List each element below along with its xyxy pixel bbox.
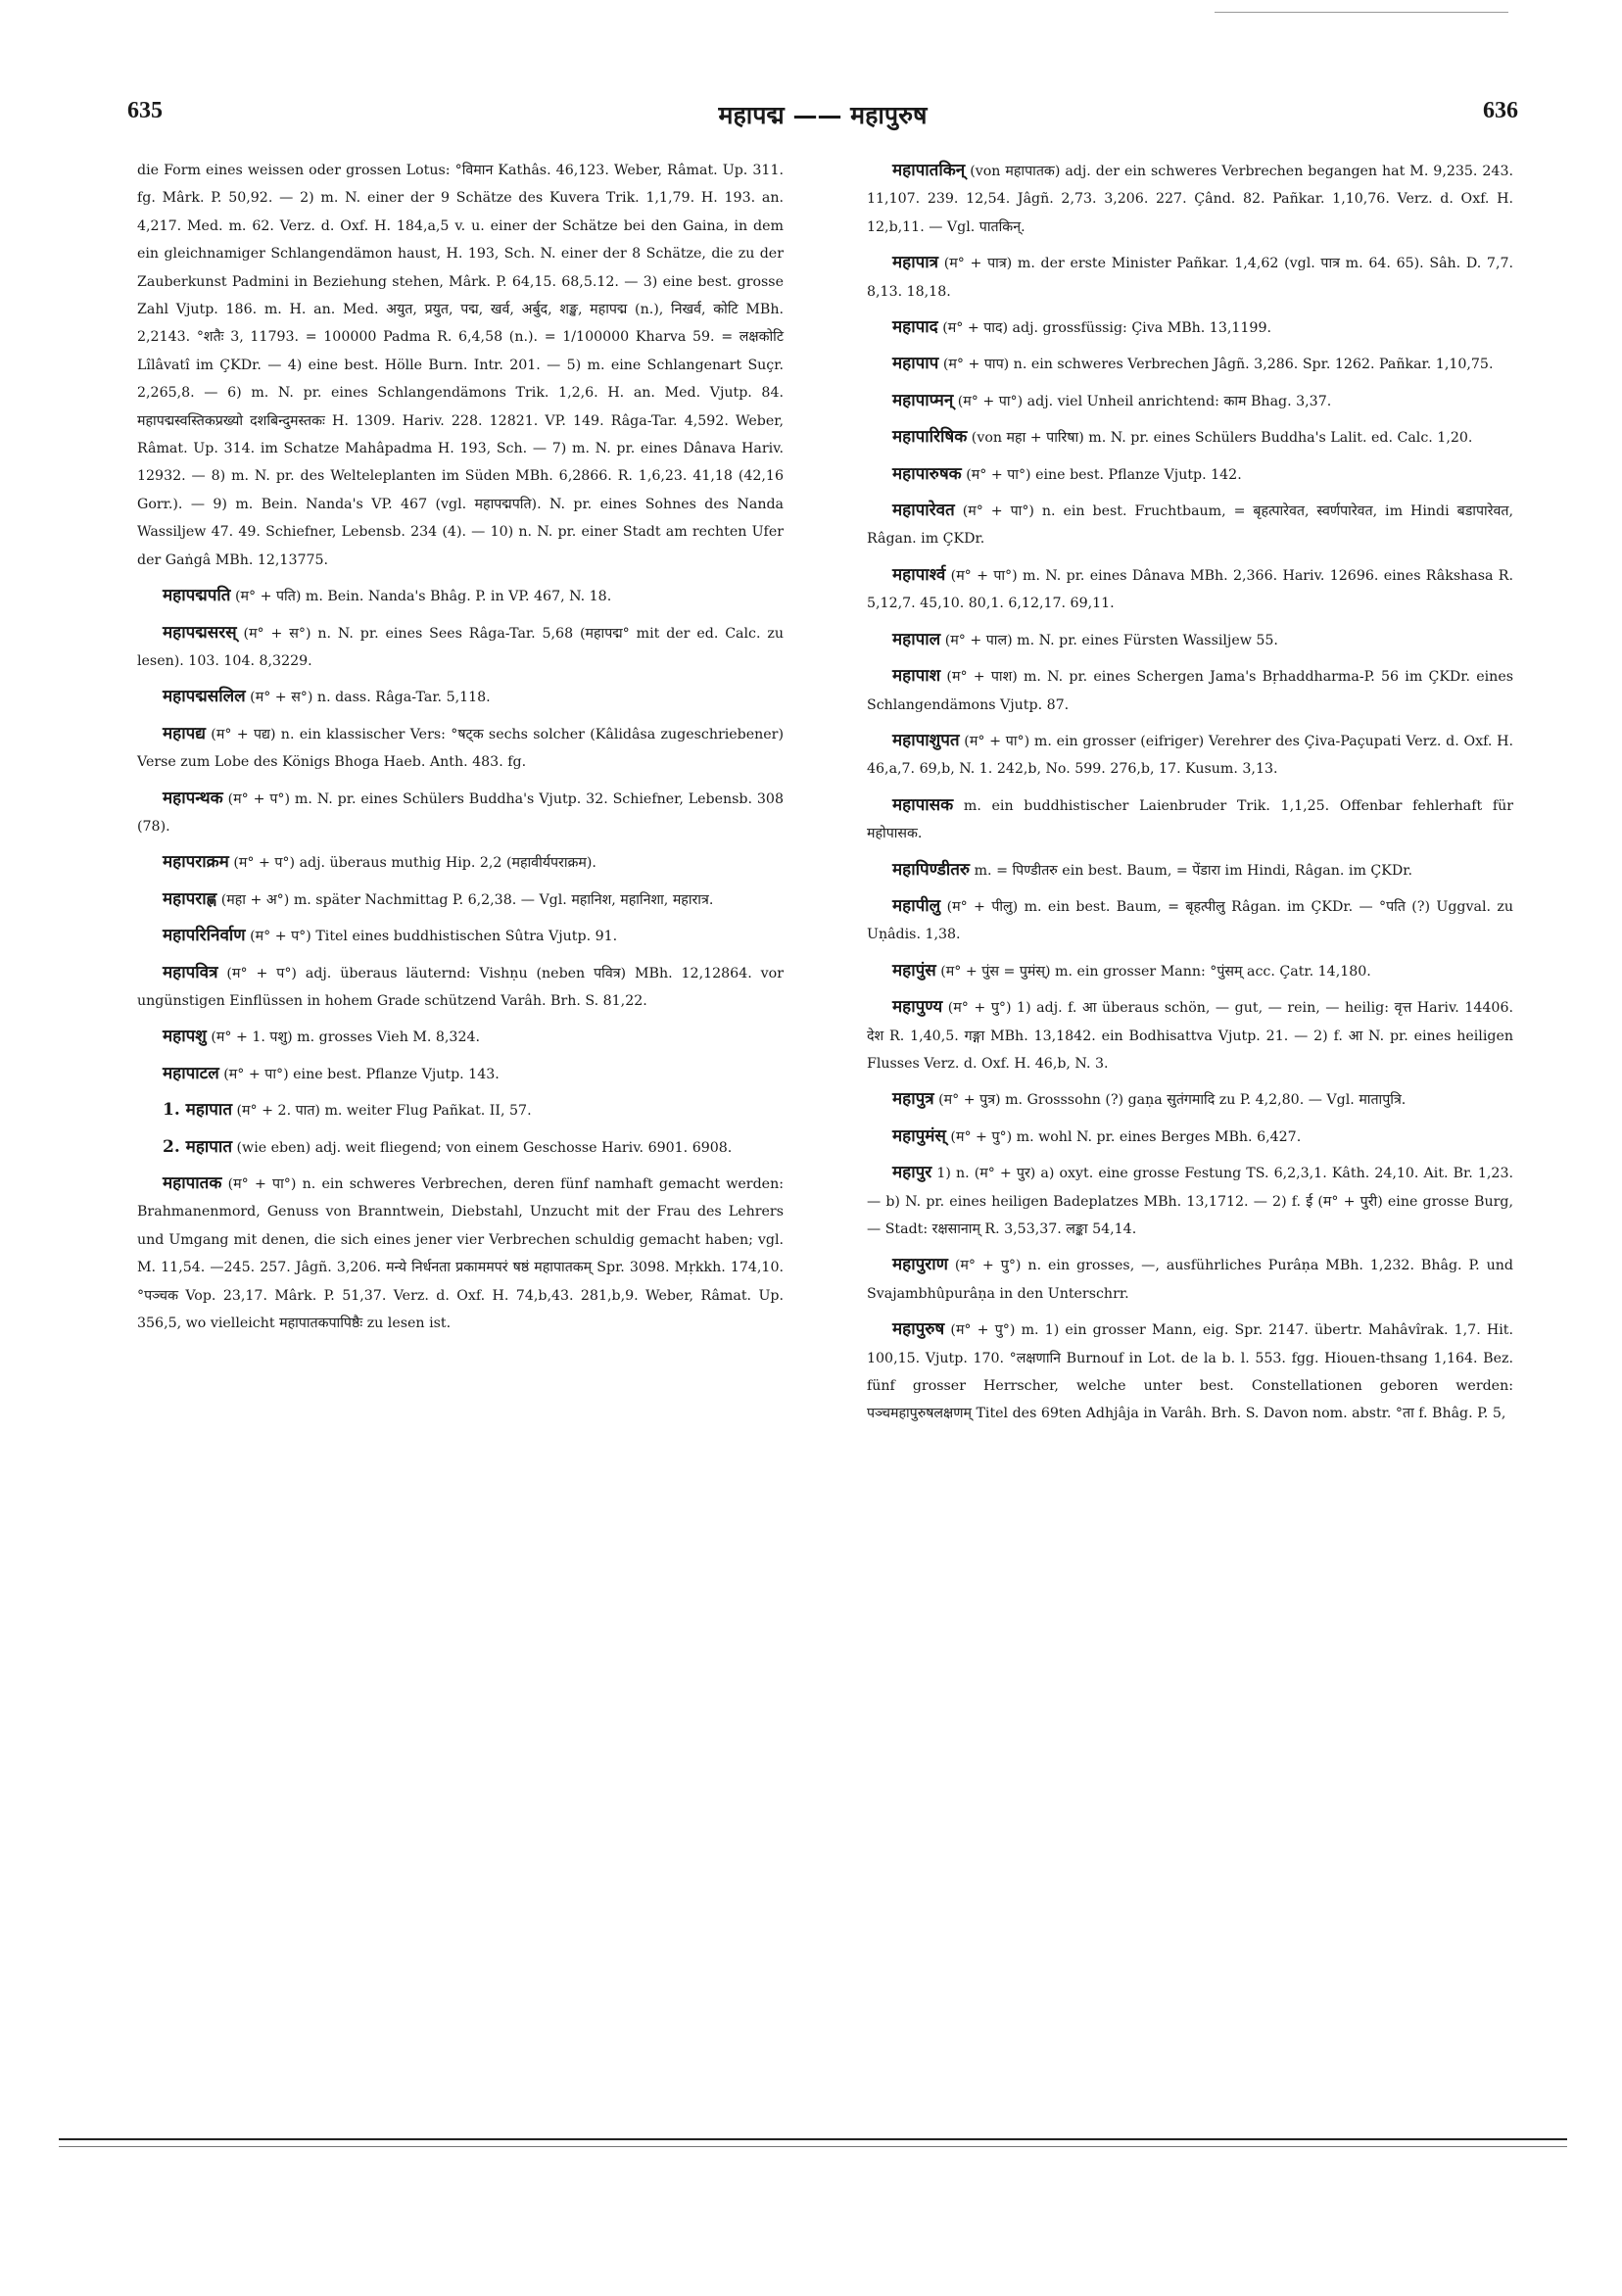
entry-text: (म° + स°) n. dass. Râga-Tar. 5,118. (245, 690, 491, 706)
entry-headword: महापुमंस् (892, 1125, 946, 1146)
entry-headword: महापुराण (892, 1255, 948, 1275)
dictionary-entry (137, 848, 784, 877)
dictionary-entry (137, 922, 784, 950)
dictionary-entry (867, 423, 1513, 452)
entry-text: die Form eines weissen oder grossen Lotus: °विमान Kathâs. 46,123. Weber, Râmat. Up. 311. fg. Mârk. P. 50,92. — 2) m. N. einer der 9 Schätze des Kuvera Trik. 1,1,79. H. 193. an. 4,217. Med. m. 62. Verz. d. Oxf. H. 184,a,5 v. u. einer der Schätze bei den Gaina, in dem ein gleichnamiger Schlangendämon haust, H. 193, Sch. N. einer der 8 Schätze, die zu der Zauberkunst Padmini in Beziehung stehen, Mârk. P. 64,15. 68,5.12. — 3) eine best. grosse Zahl Vjutp. 186. m. H. an. Med. अयुत, प्रयुत, पद्म, खर्व, अर्बुद, शङ्ख, महापद्म (n.), निखर्व, कोटि MBh. 2,2143. °शतैः 3, 11793. = 100000 Padma R. 6,4,58 (n.). = 1/100000 Kharva 59. = लक्षकोटि Lîlâvatî im ÇKDr. — 4) eine best. Hölle Burn. Intr. 201. — 5) m. eine Schlangenart Suçr. 2,265,8. — 6) m. N. pr. eines Schlangendämons Trik. 1,2,6. H. an. Med. Vjutp. 84. महापद्मस्वस्तिकप्रख्यो दशबिन्दुमस्तकः H. 1309. Hariv. 228. 12821. VP. 149. Râga-Tar. 4,592. Weber, Râmat. Up. 314. im Schatze Mahâpadma H. 193, Sch. — 7) m. N. pr. eines Dânava Hariv. 12932. — 8) m. N. pr. des Welteleplanten im Süden MBh. 6,2866. R. 1,6,23. 41,18 (42,16 Gorr.). — 9) m. Bein. Nanda's VP. 467 (vgl. महापद्मपति). N. pr. eines Sohnes des Nanda Wassiljew 47. 49. Schiefner, Lebensb. 234 (4). — 10) n. N. pr. einer Stadt am rechten Ufer der Gaṅgâ MBh. 12,13775. (137, 163, 784, 568)
entry-headword: महापीलु (892, 895, 941, 916)
entry-headword: महापाप (892, 354, 939, 374)
entry-headword: महापद्मसलिल (163, 687, 246, 707)
entry-text: (म° + पति) m. Bein. Nanda's Bhâg. P. in VP. 467, N. 18. (230, 589, 612, 605)
dictionary-entry (867, 957, 1513, 985)
dictionary-entry (867, 561, 1513, 618)
entry-text: (म° + पा°) m. N. pr. eines Dânava MBh. 2,366. Hariv. 12696. eines Râkshasa R. 5,12,7. 45,10. 80,1. 6,12,17. 69,11. (867, 567, 1513, 612)
entry-text: (म° + पीलु) m. ein best. Baum, = बृहत्पीलु Râgan. im ÇKDr. — °पति (?) Uggval. zu Uṇâdis. 1,38. (867, 898, 1513, 943)
dictionary-entry (137, 582, 784, 610)
entry-text: (म° + पा°) m. ein grosser (eifriger) Verehrer des Çiva-Paçupati Verz. d. Oxf. H. 46,a,7. 69,b, N. 1. 242,b, No. 599. 276,b, 17. Kusum. 3,13. (867, 733, 1513, 778)
entry-headword: महापारिषिक (892, 427, 968, 448)
entry-headword: महापुरुष (892, 1319, 945, 1340)
entry-headword: महापवित्र (163, 962, 218, 982)
dictionary-entry (867, 1159, 1513, 1243)
entry-text: (महा + अ°) m. später Nachmittag P. 6,2,38. — Vgl. महानिश, महानिशा, महारात्र. (216, 891, 714, 908)
entry-text: (म° + प°) adj. überaus muthig Hip. 2,2 (महावीर्यपराक्रम). (228, 855, 596, 872)
entry-headword: 2. महापात (163, 1136, 233, 1157)
entry-headword: महापुंस (892, 960, 936, 981)
entry-headword: 1. महापात (163, 1100, 233, 1121)
entry-headword: महापिण्डीतरु (892, 859, 971, 880)
dictionary-entry (137, 1060, 784, 1088)
entry-text: (म° + पु°) m. wohl N. pr. eines Berges MBh. 6,427. (945, 1128, 1302, 1145)
entry-text: (म° + पा°) n. ein best. Fruchtbaum, = बृहत्पारेवत, स्वर्णपारेवत, im Hindi बडापारेवत, Râgan. im ÇKDr. (867, 503, 1513, 548)
dictionary-entry (137, 885, 784, 914)
entry-headword: महापरिनिर्वाण (163, 926, 246, 946)
bottom-rule-thin (59, 2146, 1567, 2147)
dictionary-entry (867, 350, 1513, 378)
entry-headword: महापासक (892, 794, 954, 815)
entry-headword: महापन्थक (163, 788, 223, 808)
bottom-rule (59, 2138, 1567, 2140)
left-column (137, 157, 784, 1345)
dictionary-entry (137, 785, 784, 841)
dictionary-entry (867, 1315, 1513, 1428)
dictionary-entry (867, 313, 1513, 342)
dictionary-entry (867, 626, 1513, 654)
entry-headword: महापाल (892, 629, 941, 649)
top-rule (1215, 12, 1508, 13)
dictionary-entry (137, 1170, 784, 1337)
entry-text: (म° + पाश) m. N. pr. eines Schergen Jama's Bṛhaddharma-P. 56 im ÇKDr. eines Schlangendämons Vjutp. 87. (867, 669, 1513, 713)
entry-headword: महापाप्मन् (892, 390, 954, 410)
entry-headword: महापुर (892, 1163, 932, 1183)
entry-headword: महापाश (892, 666, 941, 687)
entry-text: (wie eben) adj. weit fliegend; von einem Geschosse Hariv. 6901. 6908. (232, 1139, 733, 1156)
entry-text: (म° + पा°) eine best. Pflanze Vjutp. 142. (961, 466, 1242, 483)
entry-headword: महापारुषक (892, 463, 962, 484)
entry-text: (म° + पा°) adj. viel Unheil anrichtend: काम Bhag. 3,37. (953, 393, 1332, 409)
entry-text: (म° + पु°) 1) adj. f. आ überaus schön, — gut, — rein, — heilig: वृत्त Hariv. 14406. देश R. 1,40,5. गङ्गा MBh. 13,1842. ein Bodhisattva Vjutp. 21. — 2) f. आ N. pr. eines heiligen Flusses Verz. d. Oxf. H. 46,b, N. 3. (867, 1000, 1513, 1072)
entry-text: (म° + स°) n. N. pr. eines Sees Râga-Tar. 5,68 (महापद्म° mit der ed. Calc. zu lesen). 103. 104. 8,3229. (137, 625, 784, 669)
entry-headword: महापातक (163, 1173, 222, 1193)
entry-headword: महापुण्य (892, 997, 943, 1018)
entry-text: (म° + 1. पशु) m. grosses Vieh M. 8,324. (206, 1029, 481, 1046)
entry-text: (म° + पा°) eine best. Pflanze Vjutp. 143. (218, 1066, 500, 1082)
dictionary-entry (867, 387, 1513, 415)
dictionary-entry (867, 460, 1513, 489)
entry-headword: महापातकिन् (892, 161, 966, 180)
entry-headword: महापराह्ण (163, 888, 217, 909)
entry-text: (म° + 2. पात) m. weiter Flug Pañkat. II, 57. (232, 1103, 532, 1120)
entry-headword: महापाद (892, 317, 938, 338)
entry-text: (म° + पात्र) m. der erste Minister Pañkar. 1,4,62 (vgl. पात्र m. 64. 65). Sâh. D. 7,7. 8,13. 18,18. (867, 256, 1513, 300)
entry-text: (म° + प°) m. N. pr. eines Schülers Buddha's Vjutp. 32. Schiefner, Lebensb. 308 (78). (137, 790, 784, 835)
dictionary-entry (137, 1023, 784, 1051)
page-header (127, 98, 1518, 137)
dictionary-entry (867, 1251, 1513, 1308)
entry-text: (म° + पाद) adj. grossfüssig: Çiva MBh. 13,1199. (937, 320, 1271, 337)
entry-text: m. ein buddhistischer Laienbruder Trik. 1,1,25. Offenbar fehlerhaft für महोपासक. (867, 797, 1513, 842)
dictionary-entry (867, 662, 1513, 719)
dictionary-entry (137, 157, 784, 574)
dictionary-entry (867, 727, 1513, 784)
entry-headword: महापद्मपति (163, 586, 231, 606)
page-number-right: 636 (1483, 98, 1518, 123)
dictionary-entry (137, 1133, 784, 1162)
dictionary-entry (867, 1085, 1513, 1114)
entry-headword: महापशु (163, 1027, 207, 1047)
entry-text: (म° + पाप) n. ein schweres Verbrechen Jâgñ. 3,286. Spr. 1262. Pañkar. 1,10,75. (938, 357, 1494, 373)
entry-text: m. = पिण्डीतरु ein best. Baum, = पेंडारा im Hindi, Râgan. im ÇKDr. (970, 862, 1412, 879)
dictionary-entry (867, 249, 1513, 306)
dictionary-entry (137, 959, 784, 1016)
entry-headword: महापुत्र (892, 1089, 934, 1110)
entry-text: (म° + पद्य) n. ein klassischer Vers: °षट्क sechs solcher (Kâlidâsa zugeschriebener) Verse zum Lobe des Königs Bhoga Haeb. Anth. 483. fg. (137, 726, 784, 771)
dictionary-entry (867, 791, 1513, 848)
entry-headword: महापार्श्व (892, 564, 946, 585)
entry-text: (म° + पुंस = पुमंस्) m. ein grosser Mann: °पुंसम् acc. Çatr. 14,180. (935, 963, 1371, 980)
running-head: महापद्म —— महापुरुष (718, 101, 928, 129)
entry-headword: महापद्य (163, 723, 206, 743)
entry-text: (म° + पुत्र) m. Grosssohn (?) gaṇa सुतंगमादि zu P. 4,2,80. — Vgl. मातापुत्रि. (933, 1092, 1407, 1109)
entry-headword: महापारेवत (892, 501, 955, 521)
entry-headword: महापराक्रम (163, 852, 229, 873)
dictionary-entry (137, 683, 784, 711)
entry-headword: महापात्र (892, 253, 939, 273)
entry-headword: महापाशुपत (892, 730, 960, 750)
dictionary-entry (137, 720, 784, 777)
entry-text: 1) n. (म° + पुर) a) oxyt. eine grosse Festung TS. 6,2,3,1. Kâth. 24,10. Ait. Br. 1,23. — b) N. pr. eines heiligen Badeplatzes MBh. 13,1712. — 2) f. ई (म° + पुरी) eine grosse Burg, — Stadt: रक्षसानाम् R. 3,53,37. लङ्का 54,14. (867, 1166, 1513, 1237)
entry-text: (म° + पाल) m. N. pr. eines Fürsten Wassiljew 55. (940, 632, 1278, 648)
dictionary-entry (137, 619, 784, 676)
dictionary-entry (867, 157, 1513, 241)
dictionary-entry (137, 1096, 784, 1124)
entry-text: (म° + प°) Titel eines buddhistischen Sûtra Vjutp. 91. (245, 929, 618, 945)
entry-headword: महापाटल (163, 1063, 219, 1083)
entry-headword: महापद्मसरस् (163, 622, 237, 643)
right-column (867, 157, 1513, 1436)
entry-text: (म° + प°) adj. überaus läuternd: Vishṇu (neben पवित्र) MBh. 12,12864. vor ungünstigen Einflüssen in hohem Grade schützend Varâh. Brh. S. 81,22. (137, 965, 784, 1009)
dictionary-entry (867, 1123, 1513, 1151)
dictionary-entry (867, 497, 1513, 553)
entry-text: (von महापातक) adj. der ein schweres Verbrechen begangen hat M. 9,235. 243. 11,107. 239. 12,54. Jâgñ. 2,73. 3,206. 227. Çând. 82. Pañkar. 1,10,76. Verz. d. Oxf. H. 12,b,11. — Vgl. पातकिन्. (867, 164, 1513, 235)
entry-text: (von महा + पारिषा) m. N. pr. eines Schülers Buddha's Lalit. ed. Calc. 1,20. (967, 430, 1473, 447)
entry-text: (म° + पु°) n. ein grosses, —, ausführliches Purâṇa MBh. 1,232. Bhâg. P. und Svajambhûpurâṇa in den Unterschrr. (867, 1258, 1513, 1302)
dictionary-entry (867, 892, 1513, 949)
dictionary-entry (867, 856, 1513, 885)
dictionary-entry (867, 993, 1513, 1077)
entry-text: (म° + पु°) m. 1) ein grosser Mann, eig. Spr. 2147. übertr. Mahâvîrak. 1,7. Hit. 100,15. Vjutp. 170. °लक्षणानि Burnouf in Lot. de la b. l. 553. fgg. Hiouen-thsang 1,164. Bez. fünf grosser Herrscher, welche unter best. Constellationen geboren werden: पञ्चमहापुरुषलक्षणम् Titel des 69ten Adhjâja in Varâh. Brh. S. Davon nom. abstr. °ता f. Bhâg. P. 5, (867, 1322, 1513, 1422)
entry-text: (म° + पा°) n. ein schweres Verbrechen, deren fünf namhaft gemacht werden: Brahmanenmord, Genuss von Branntwein, Diebstahl, Unzucht mit der Frau des Lehrers und Umgang mit denen, die sich eines jener vier Verbrechen schuldig gemacht haben; vgl. M. 11,54. —245. 257. Jâgñ. 3,206. मन्ये निर्धनता प्रकाममपरं षष्ठं महापातकम् Spr. 3098. Mṛkkh. 174,10. °पञ्चक Vop. 23,17. Mârk. P. 51,37. Verz. d. Oxf. H. 74,b,43. 281,b,9. Weber, Râmat. Up. 356,5, wo vielleicht महापातकपापिष्ठैः zu lesen ist. (137, 1176, 784, 1332)
page-number-left: 635 (127, 98, 163, 123)
